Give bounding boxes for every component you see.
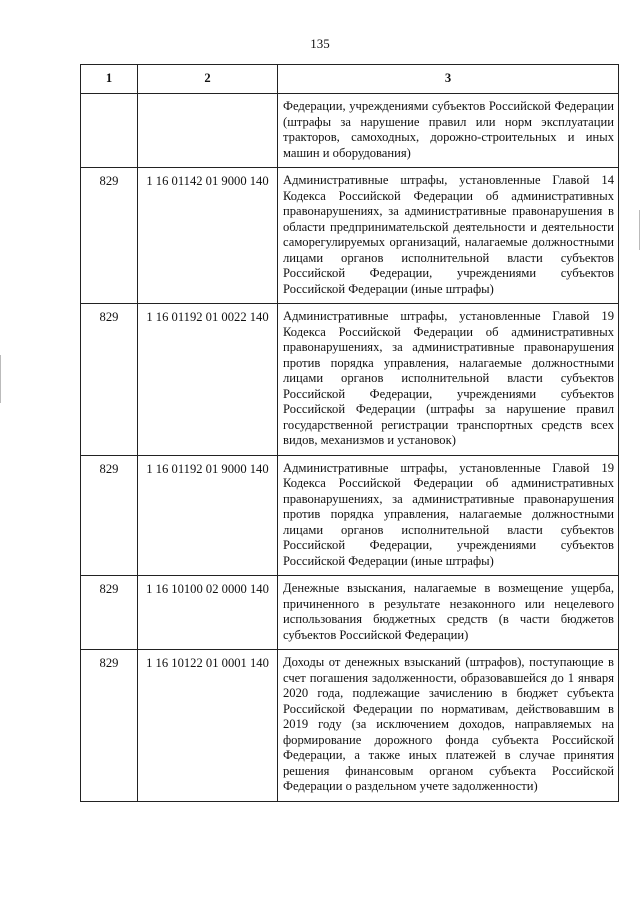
page-number: 135 <box>310 36 330 51</box>
row-revenue-code: 1 16 01192 01 0022 140 <box>138 304 278 456</box>
table-row <box>81 168 619 304</box>
table-row <box>81 455 619 576</box>
row-description: Административные штрафы, установленные Главой 14 Кодекса Российской Федерации об административных правонарушениях, за административные правонарушения в области предпринимательской деятельности и деятельности саморегулируемых организаций, налагаемые должностными лицами органов исполнительной власти субъектов Российской Федерации, учреждениями субъектов Российской Федерации (иные штрафы) <box>278 168 619 304</box>
row-description: Административные штрафы, установленные Главой 19 Кодекса Российской Федерации об административных правонарушениях, за административные правонарушения против порядка управления, налагаемые должностными лицами органов исполнительной власти субъектов Российской Федерации, учреждениями субъектов Российской Федерации (иные штрафы) <box>278 455 619 576</box>
table-row <box>81 650 619 802</box>
row-admin-code: 829 <box>81 168 138 304</box>
table-header-row <box>81 65 619 94</box>
row-description: Административные штрафы, установленные Главой 19 Кодекса Российской Федерации об административных правонарушениях, за административные правонарушения против порядка управления, налагаемые должностными лицами органов исполнительной власти субъектов Российской Федерации, учреждениями субъектов Российской Федерации (штрафы за нарушение правил государственной регистрации транспортных средств всех видов, механизмов и установок) <box>278 304 619 456</box>
row-admin-code: 829 <box>81 455 138 576</box>
row-revenue-code: 1 16 01142 01 9000 140 <box>138 168 278 304</box>
table-row <box>81 576 619 650</box>
row-revenue-code <box>138 94 278 168</box>
row-admin-code: 829 <box>81 304 138 456</box>
table-row <box>81 304 619 456</box>
table-row <box>81 94 619 168</box>
row-admin-code: 829 <box>81 650 138 802</box>
revenue-code-table <box>80 64 619 802</box>
row-admin-code: 829 <box>81 576 138 650</box>
row-description: Доходы от денежных взысканий (штрафов), поступающие в счет погашения задолженности, образовавшейся до 1 января 2020 года, подлежащие зачислению в бюджет субъекта Российской Федерации по нормативам, действовавшим в 2019 году (за исключением доходов, направляемых на формирование дорожного фонда субъекта Российской Федерации, а также иных платежей в случае принятия решения финансовым органом субъекта Российской Федерации о раздельном учете задолженности) <box>278 650 619 802</box>
scan-edge-mark <box>0 355 1 403</box>
header-col-2: 2 <box>138 65 278 94</box>
row-description: Федерации, учреждениями субъектов Российской Федерации (штрафы за нарушение правил или норм эксплуатации тракторов, самоходных, дорожно-строительных и иных машин и оборудования) <box>278 94 619 168</box>
header-col-3: 3 <box>278 65 619 94</box>
row-revenue-code: 1 16 01192 01 9000 140 <box>138 455 278 576</box>
header-col-1: 1 <box>81 65 138 94</box>
row-description: Денежные взыскания, налагаемые в возмещение ущерба, причиненного в результате незаконного или нецелевого использования бюджетных средств (в части бюджетов субъектов Российской Федерации) <box>278 576 619 650</box>
row-revenue-code: 1 16 10100 02 0000 140 <box>138 576 278 650</box>
row-admin-code <box>81 94 138 168</box>
row-revenue-code: 1 16 10122 01 0001 140 <box>138 650 278 802</box>
